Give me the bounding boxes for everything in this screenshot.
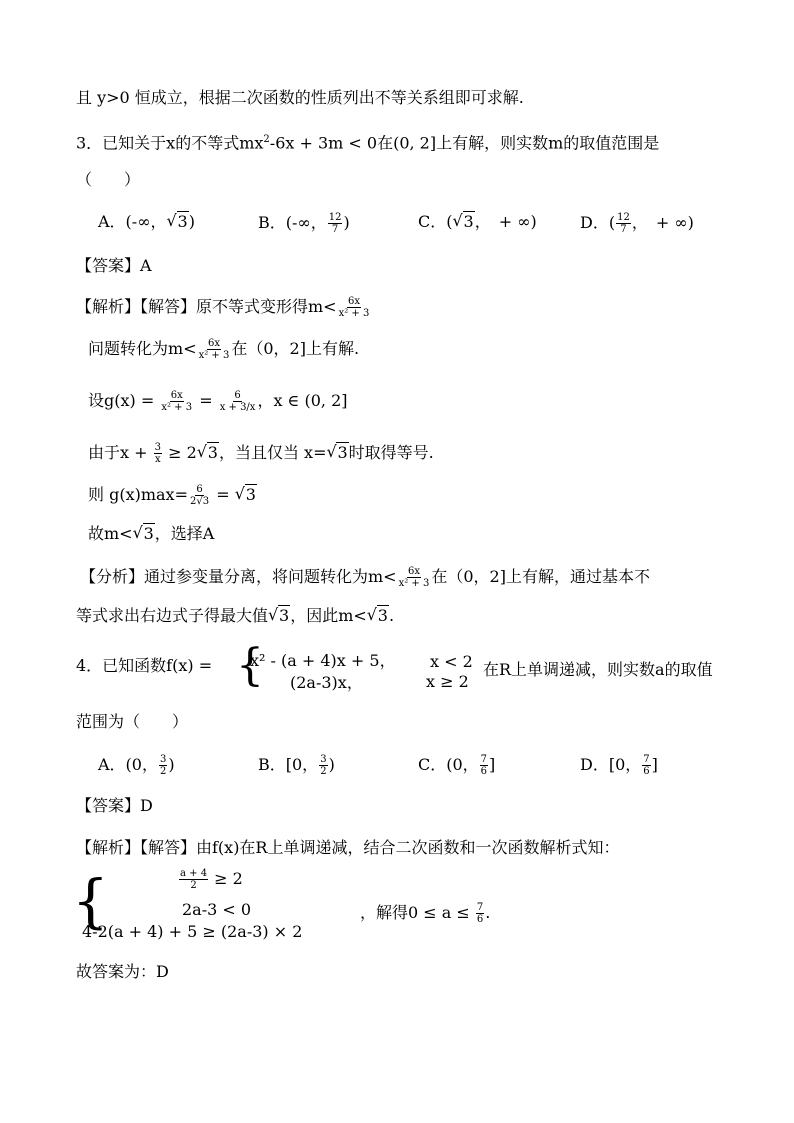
- q3-option-b: B．(-∞， $\frac{12}{7}$ ): [258, 212, 350, 235]
- q3-solution-1: 【解析】【解答】原不等式变形得m< $\frac{6x}{\text{x² + 3}}$: [76, 296, 370, 319]
- q4-stem-tail: 在R上单调递减，则实数a的取值: [483, 660, 713, 679]
- q4-option-b: B．[0， $\frac{3}{2}$ ): [258, 754, 335, 777]
- q4-stem-2: 范围为（ ）: [76, 712, 189, 731]
- q3-option-a: A．(-∞，√ 3): [98, 212, 195, 232]
- q3-option-d: D．( $\frac{12}{7}$ ， + ∞): [580, 212, 694, 235]
- q3-solution-4: 由于x + $\frac{3}{x}$ ≥ 2√ 3，当且仅当 x=√ 3时取得等号.: [88, 442, 434, 465]
- q3-solution-2: 问题转化为m< $\frac{6x}{\text{x² + 3}}$ 在（0，2]上有解.: [88, 338, 360, 361]
- q4-option-a: A．(0， $\frac{3}{2}$ ): [98, 754, 175, 777]
- q4-piece-1-cond: x < 2: [430, 652, 473, 671]
- q3-option-c: C．(√ 3， + ∞): [418, 212, 537, 232]
- q4-final: 故答案为：D: [76, 962, 169, 981]
- q3-solution-5: 则 g(x)max= $\frac{6}{2√3}$ = √ 3: [88, 484, 257, 507]
- q4-piece-2: (2a-3)x，: [290, 673, 363, 692]
- q4-piece-1: x² - (a + 4)x + 5，: [250, 651, 396, 670]
- q3-solution-6: 故m<√ 3，选择A: [88, 524, 214, 544]
- q4-system-row-2: 2a-3 < 0: [182, 900, 252, 919]
- q4-option-d: D．[0， $\frac{7}{6}$ ]: [580, 754, 658, 777]
- q3-solution-3: 设g(x) = $\frac{6x}{\text{x² + 3}}$ = $\frac{6}{x + 3/x}$ ，x ∈ (0, 2]: [88, 390, 348, 413]
- q3-paren: （ ）: [76, 170, 141, 189]
- q3-answer: 【答案】A: [76, 256, 152, 275]
- q3-analysis-1: 【分析】通过参变量分离，将问题转化为m< $\frac{6x}{\text{x² + 3}}$ 在（0，2]上有解，通过基本不: [80, 566, 650, 589]
- q3-analysis-2: 等式求出右边式子得最大值√ 3，因此m<√ 3.: [76, 606, 394, 626]
- q4-piece-2-cond: x ≥ 2: [426, 672, 469, 691]
- q4-system-row-1: $\frac{a + 4}{2}$ ≥ 2: [180, 868, 243, 891]
- q4-stem-label: 4．已知函数f(x) =: [76, 656, 213, 675]
- q4-system-row-3: 4-2(a + 4) + 5 ≥ (2a-3) × 2: [82, 922, 303, 941]
- q4-system-result: ，解得0 ≤ a ≤ $\frac{7}{6}$ .: [360, 902, 491, 925]
- intro-line: 且 y>0 恒成立，根据二次函数的性质列出不等关系组即可求解.: [76, 88, 524, 107]
- q4-solution: 【解析】【解答】由f(x)在R上单调递减，结合二次函数和一次函数解析式知：: [76, 838, 620, 857]
- q4-answer: 【答案】D: [76, 796, 153, 815]
- q3-stem: 3．已知关于x的不等式$mx^2-6x + 3m < 0$在(0, 2]上有解，则实数m的取值范围是: [76, 133, 660, 153]
- q4-brace: {: [236, 640, 264, 691]
- q4-system-brace: {: [72, 867, 109, 935]
- q4-option-c: C．(0， $\frac{7}{6}$ ]: [418, 754, 496, 777]
